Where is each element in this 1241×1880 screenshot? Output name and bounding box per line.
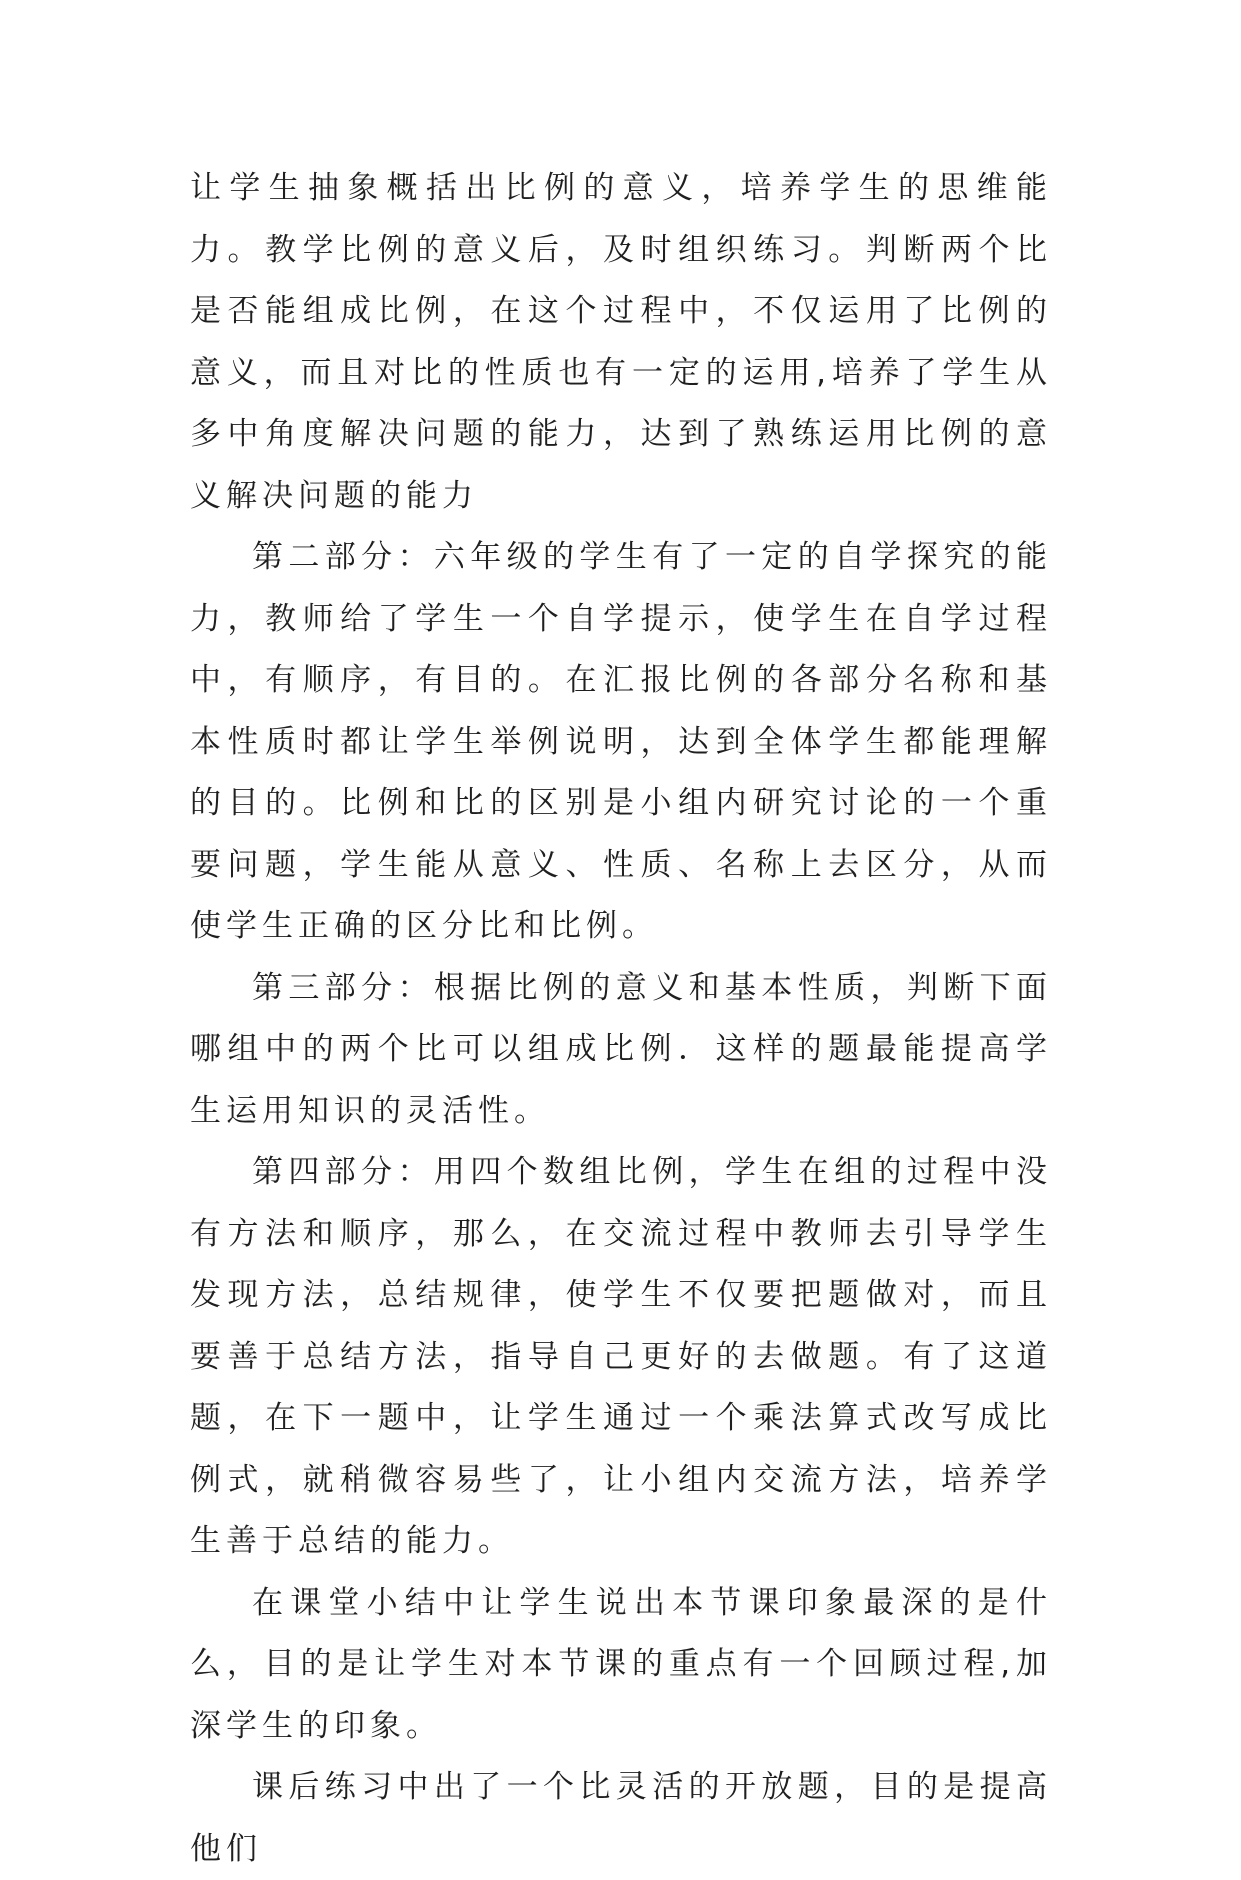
- paragraph-part-four: 第四部分：用四个数组比例，学生在组的过程中没有方法和顺序，那么，在交流过程中教师去引导学生发现方法，总结规律，使学生不仅要把题做对，而且要善于总结方法，指导自己更好的去做题。有了这道题，在下一题中，让学生通过一个乘法算式改写成比例式，就稍微容易些了，让小组内交流方法，培养学生善于总结的能力。: [190, 1154, 1052, 1559]
- paragraph-continuation: 让学生抽象概括出比例的意义，培养学生的思维能力。教学比例的意义后，及时组织练习。判断两个比是否能组成比例，在这个过程中，不仅运用了比例的意义，而且对比的性质也有一定的运用,培养了学生从多中角度解决问题的能力，达到了熟练运用比例的意义解决问题的能力: [190, 170, 1052, 514]
- body-text: [190, 158, 1052, 1880]
- paragraph-homework: 课后练习中出了一个比灵活的开放题，目的是提高他们: [190, 1769, 1052, 1867]
- paragraph-part-three: 第三部分：根据比例的意义和基本性质，判断下面哪组中的两个比可以组成比例．这样的题最能提高学生运用知识的灵活性。: [190, 969, 1052, 1129]
- paragraph-summary: 在课堂小结中让学生说出本节课印象最深的是什么，目的是让学生对本节课的重点有一个回顾过程,加深学生的印象。: [190, 1584, 1052, 1744]
- paragraph-part-two: 第二部分：六年级的学生有了一定的自学探究的能力，教师给了学生一个自学提示，使学生在自学过程中，有顺序，有目的。在汇报比例的各部分名称和基本性质时都让学生举例说明，达到全体学生都能理解的目的。比例和比的区别是小组内研究讨论的一个重要问题，学生能从意义、性质、名称上去区分，从而使学生正确的区分比和比例。: [190, 539, 1052, 944]
